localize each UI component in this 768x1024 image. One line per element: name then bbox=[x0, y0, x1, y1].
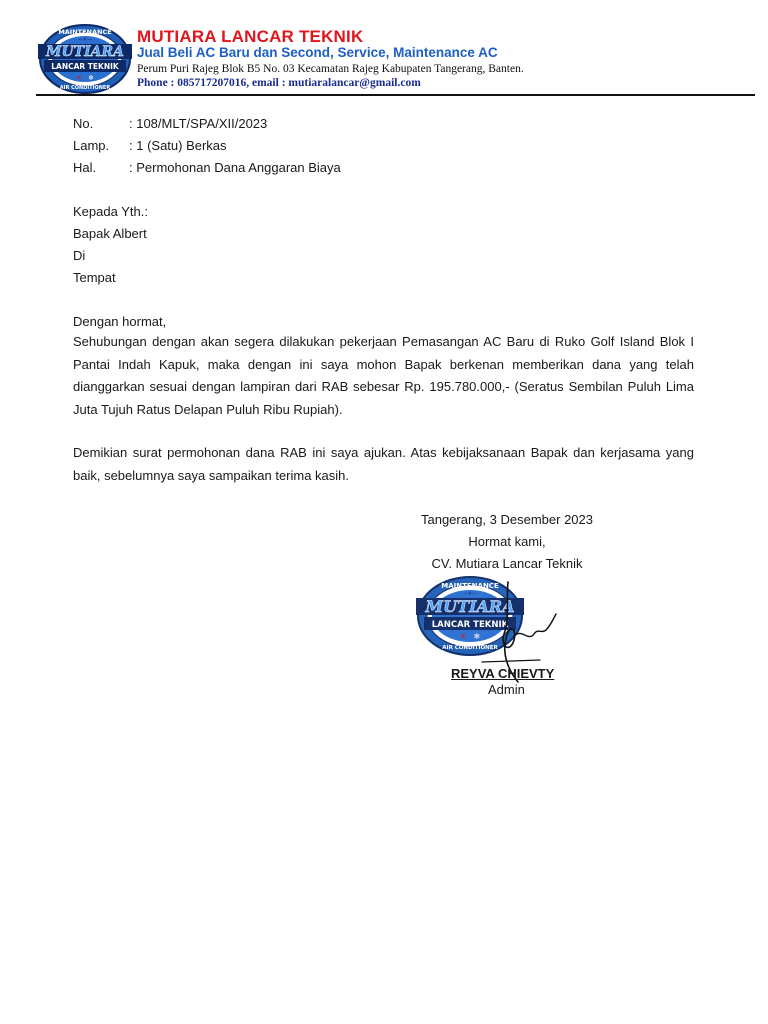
svg-text:—✕—: —✕— bbox=[77, 37, 93, 43]
stamp-top-text: MAINTENANCE bbox=[441, 582, 499, 590]
body-paragraph-2: Demikian surat permohonan dana RAB ini saya ajukan. Atas kebijaksanaan Bapak dan kerjasama yang baik, sebelumnya saya sampaikan terima kasih. bbox=[73, 445, 694, 483]
meta-attachment-value: : 1 (Satu) Berkas bbox=[129, 138, 227, 153]
svg-text:❄: ❄ bbox=[88, 74, 94, 82]
company-address: Perum Puri Rajeg Blok B5 No. 03 Kecamatan Rajeg Kabupaten Tangerang, Banten. bbox=[137, 63, 524, 75]
body-paragraph-1: Sehubungan dengan akan segera dilakukan pekerjaan Pemasangan AC Baru di Ruko Golf Island Blok I Pantai Indah Kapuk, maka dengan ini saya mohon Bapak berkenan memberikan dana yang telah dianggarkan sesuai dengan lampiran dari RAB sebesar Rp. 195.780.000,- (Seratus Sembilan Puluh Lima Juta Tujuh Ratus Delapan Puluh Ribu Rupiah). bbox=[73, 334, 694, 417]
stamp-banner: LANCAR TEKNIK bbox=[431, 620, 509, 630]
closing-company: CV. Mutiara Lancar Teknik bbox=[431, 556, 583, 571]
company-name: MUTIARA LANCAR TEKNIK bbox=[137, 27, 364, 46]
meta-attachment bbox=[73, 138, 227, 153]
company-logo bbox=[36, 22, 134, 96]
svg-text:—✕—: —✕— bbox=[462, 591, 478, 597]
logo-name: MUTIARA bbox=[45, 44, 125, 60]
signer-name: REYVA CHIEVTY bbox=[451, 666, 555, 681]
meta-subject-value: : Permohonan Dana Anggaran Biaya bbox=[129, 160, 341, 175]
stamp-bottom-text: AIR CONDITIONER bbox=[442, 645, 498, 651]
svg-text:❄: ❄ bbox=[473, 632, 481, 641]
meta-subject bbox=[73, 160, 341, 175]
recipient-di: Di bbox=[73, 248, 86, 263]
letterhead-divider bbox=[36, 94, 755, 96]
salutation: Dengan hormat, bbox=[73, 314, 167, 329]
recipient-place: Tempat bbox=[73, 270, 116, 285]
meta-number-value: : 108/MLT/SPA/XII/2023 bbox=[129, 116, 268, 131]
signer-role: Admin bbox=[488, 682, 525, 697]
stamp-name: MUTIARA bbox=[425, 597, 515, 616]
logo-top-text: MAINTENANCE bbox=[58, 28, 112, 36]
recipient-name: Bapak Albert bbox=[73, 226, 147, 241]
recipient-greeting: Kepada Yth.: bbox=[73, 204, 148, 219]
svg-text:✕: ✕ bbox=[76, 74, 82, 82]
logo-banner: LANCAR TEKNIK bbox=[51, 62, 119, 71]
meta-attachment-label: Lamp. bbox=[73, 138, 110, 153]
company-tagline: Jual Beli AC Baru dan Second, Service, Maintenance AC bbox=[137, 45, 498, 60]
meta-subject-label: Hal. bbox=[73, 160, 97, 175]
logo-bottom-text: AIR CONDITIONER bbox=[59, 85, 111, 91]
meta-number-label: No. bbox=[73, 116, 94, 131]
place-date: Tangerang, 3 Desember 2023 bbox=[420, 512, 593, 527]
closing-regards: Hormat kami, bbox=[468, 534, 546, 549]
svg-text:✕: ✕ bbox=[459, 632, 467, 641]
meta-number bbox=[73, 116, 267, 131]
company-contact: Phone : 085717207016, email : mutiaralancar@gmail.com bbox=[137, 77, 421, 89]
